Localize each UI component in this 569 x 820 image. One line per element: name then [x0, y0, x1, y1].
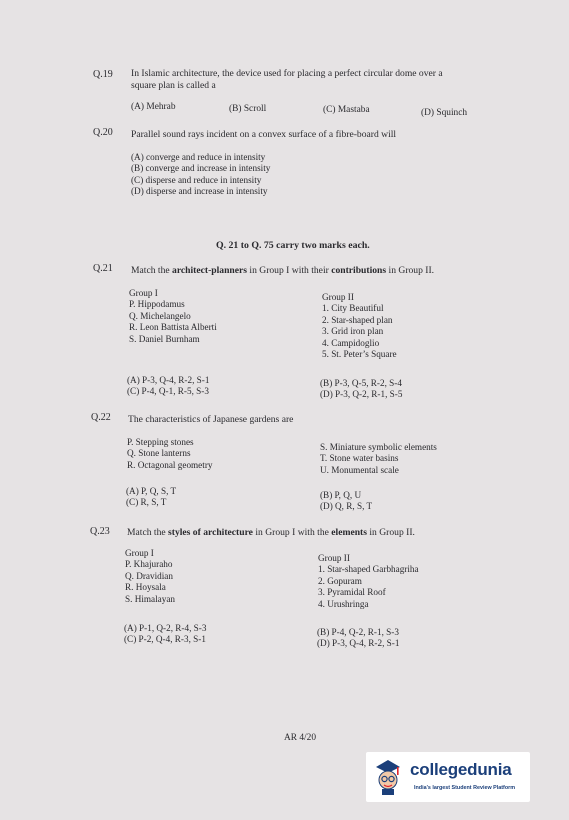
q19-option-c: (C) Mastaba — [323, 105, 370, 115]
q19-option-b: (B) Scroll — [229, 104, 267, 114]
q23-options-right — [317, 627, 399, 650]
q21-group1-item: R. Leon Battista Alberti — [129, 322, 217, 333]
q23-option-a: (A) P-1, Q-2, R-4, S-3 — [124, 623, 207, 633]
collegedunia-brand: collegedunia — [410, 760, 512, 779]
q22-option-c: (C) R, S, T — [126, 497, 167, 508]
q21-option-a: (A) P-3, Q-4, R-2, S-1 — [127, 375, 210, 385]
q23-group2 — [318, 553, 419, 610]
q22-options-left — [126, 486, 176, 509]
q23-options-left — [124, 623, 206, 646]
q21-text-part: Match the — [131, 265, 173, 276]
q21-group1-item: S. Daniel Burnham — [129, 333, 200, 344]
q23-group1 — [125, 548, 175, 605]
q23-text — [127, 527, 415, 538]
q23-group1-item: P. Khajuraho — [125, 559, 173, 570]
q23-group2-item: 1. Star-shaped Garbhagriha — [318, 564, 419, 575]
q23-group1-item: S. Himalayan — [125, 593, 176, 604]
q21-group2-item: 4. Campidoglio — [322, 337, 380, 348]
q20-option-c: (C) disperse and reduce in intensity — [131, 174, 262, 185]
q22-item: Q. Stone lanterns — [127, 448, 191, 459]
q23-group2-title: Group II — [318, 553, 350, 563]
q21-text — [131, 265, 434, 276]
page-number: AR 4/20 — [284, 733, 317, 743]
q23-text-bold2: elements — [331, 527, 367, 538]
section-heading: Q. 21 to Q. 75 carry two marks each. — [216, 240, 370, 251]
q19-text-line2: square plan is called a — [131, 80, 216, 91]
q21-text-part: in Group I with their — [247, 265, 332, 276]
q21-group2-item: 3. Grid iron plan — [322, 326, 384, 337]
q22-option-a: (A) P, Q, S, T — [126, 486, 177, 496]
q21-option-c: (C) P-4, Q-1, R-5, S-3 — [127, 386, 209, 397]
q22-item: U. Monumental scale — [320, 464, 399, 475]
q20-option-b: (B) converge and increase in intensity — [131, 163, 271, 174]
q23-option-b: (B) P-4, Q-2, R-1, S-3 — [317, 627, 399, 637]
graduate-mascot-icon — [374, 756, 402, 796]
q23-text-bold1: styles of architecture — [168, 527, 253, 538]
q21-group1 — [129, 288, 217, 345]
q21-text-bold1: architect-planners — [172, 265, 247, 276]
q20-options — [131, 152, 270, 198]
q21-option-d: (D) P-3, Q-2, R-1, S-5 — [320, 389, 403, 400]
q23-group1-item: R. Hoysala — [125, 582, 166, 593]
q22-option-b: (B) P, Q, U — [320, 490, 362, 500]
q22-item: P. Stepping stones — [127, 437, 194, 447]
q23-option-c: (C) P-2, Q-4, R-3, S-1 — [124, 634, 206, 645]
q23-text-part: Match the — [127, 527, 169, 538]
collegedunia-tagline: India's largest Student Review Platform — [414, 785, 516, 791]
q22-item: R. Octagonal geometry — [127, 459, 213, 470]
q21-number: Q.21 — [93, 263, 113, 274]
q20-number: Q.20 — [93, 127, 113, 138]
q21-group1-title: Group I — [129, 288, 158, 298]
q22-left-items — [127, 437, 212, 471]
q23-group2-item: 3. Pyramidal Roof — [318, 587, 386, 598]
q23-option-d: (D) P-3, Q-4, R-2, S-1 — [317, 638, 400, 649]
q21-group2-item: 5. St. Peter’s Square — [322, 349, 397, 360]
q21-group2 — [322, 292, 397, 360]
q23-group1-title: Group I — [125, 548, 154, 558]
q21-group1-item: Q. Michelangelo — [129, 310, 191, 321]
q22-right-items — [320, 442, 437, 476]
q23-text-part: in Group I with the — [252, 527, 332, 538]
q21-group2-item: 2. Star-shaped plan — [322, 314, 393, 325]
q22-number: Q.22 — [91, 412, 111, 423]
q23-group1-item: Q. Dravidian — [125, 570, 173, 581]
q21-options-right — [320, 378, 402, 401]
q20-text: Parallel sound rays incident on a convex surface of a fibre-board will — [131, 129, 397, 140]
q22-options-right — [320, 490, 372, 513]
q23-number: Q.23 — [90, 526, 110, 537]
q19-number: Q.19 — [93, 69, 113, 80]
q22-item: S. Miniature symbolic elements — [320, 442, 437, 452]
q22-item: T. Stone water basins — [320, 453, 399, 464]
q22-text: The characteristics of Japanese gardens are — [128, 414, 294, 425]
q19-option-d: (D) Squinch — [421, 108, 468, 118]
collegedunia-watermark — [366, 752, 530, 802]
q23-group2-item: 2. Gopuram — [318, 575, 362, 586]
q21-options-left — [127, 375, 209, 398]
q22-option-d: (D) Q, R, S, T — [320, 501, 373, 512]
q19-option-a: (A) Mehrab — [131, 102, 176, 112]
q21-group2-title: Group II — [322, 292, 354, 302]
q21-text-part: in Group II. — [386, 265, 435, 276]
q21-text-bold2: contributions — [331, 265, 387, 276]
q21-option-b: (B) P-3, Q-5, R-2, S-4 — [320, 378, 402, 388]
q20-option-d: (D) disperse and increase in intensity — [131, 186, 268, 197]
q21-group2-item: 1. City Beautiful — [322, 303, 384, 314]
q23-text-part: in Group II. — [366, 527, 415, 538]
q21-group1-item: P. Hippodamus — [129, 299, 185, 310]
q20-option-a: (A) converge and reduce in intensity — [131, 152, 266, 162]
q19-text-line1: In Islamic architecture, the device used for placing a perfect circular dome over a — [131, 68, 443, 79]
q23-group2-item: 4. Urushringa — [318, 598, 369, 609]
